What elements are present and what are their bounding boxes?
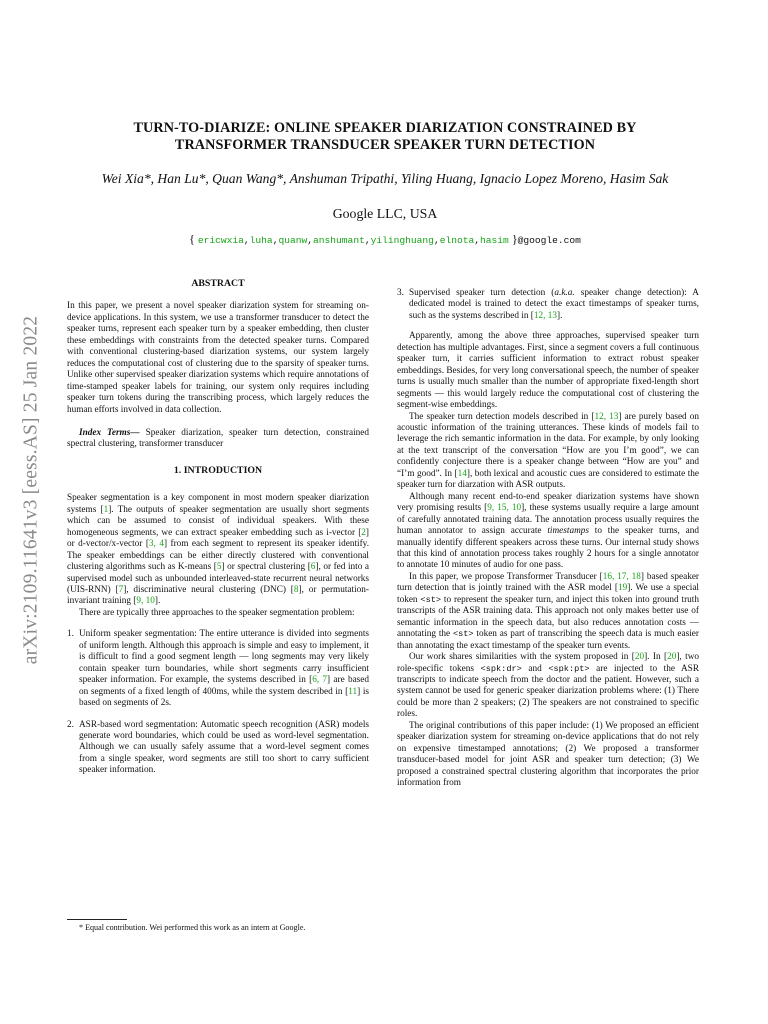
- email-close-brace: }: [508, 232, 518, 246]
- email-open-brace: {: [189, 232, 198, 246]
- email-link[interactable]: quanw: [278, 235, 308, 246]
- email-domain: @google.com: [517, 235, 581, 246]
- role-token: <spk:pt>: [548, 663, 590, 674]
- citation-link[interactable]: 5: [216, 562, 222, 573]
- citation-link[interactable]: 9, 10: [136, 596, 155, 607]
- right-column: [397, 278, 699, 789]
- email-link[interactable]: ericwxia: [197, 235, 244, 246]
- email-link[interactable]: anshumant: [313, 235, 365, 246]
- body-paragraph: In this paper, we propose Transformer Transducer [16, 17, 18] based speaker turn detection that is jointly trained with the ASR model [19]. We use a special token <st> to represent the speaker turn, and inject this token into ground truth transcripts of the ASR training data. This approach not only makes better use of semantic information in the speech data, but also reduces annotation costs — annotating the <st> token as part of transcribing the speech data is much easier than annotating the exact timestamp of the speaker turn events.: [397, 571, 700, 651]
- body-paragraph: The original contributions of this paper include: (1) We proposed an efficient speaker diarization system for streaming on-device applications that do not rely on expensive timestamped annotations; (2) We proposed a transformer transducer-based model for joint ASR and speaker turn detection; (3) We proposed a constrained spectral clustering algorithm that incorporates the prior information from: [397, 720, 699, 789]
- citation-link[interactable]: 14: [457, 468, 467, 479]
- abstract-heading: ABSTRACT: [191, 278, 245, 289]
- speaker-turn-token: <st>: [452, 629, 474, 640]
- index-terms-text: Speaker diarization, speaker turn detection, constrained spectral clustering, transformer transducer: [67, 427, 369, 450]
- citation-link[interactable]: 16, 17, 18: [602, 571, 641, 582]
- email-link[interactable]: hasim: [480, 235, 509, 246]
- citation-link[interactable]: 3, 4: [148, 539, 164, 550]
- citation-link[interactable]: 8: [293, 584, 299, 595]
- email-link[interactable]: yilinghuang: [370, 235, 434, 246]
- body-paragraph: Our work shares similarities with the system proposed in [20]. In [20], two role-specific tokens <spk:dr> and <spk:pt> are injected to the ASR transcripts to indicate speech from the doctor and the patient. However, such a system cannot be used for generic speaker diarization problems where: (1) There could be more than 2 speakers; (2) The speakers are not constrained to specific roles.: [397, 652, 699, 720]
- segmentation-approach-list-continued: [397, 288, 699, 322]
- citation-link[interactable]: 20: [667, 652, 677, 663]
- citation-link[interactable]: 19: [617, 583, 628, 594]
- list-item-number: 2.: [67, 719, 74, 730]
- citation-link[interactable]: 11: [348, 686, 358, 697]
- title-line-1: TURN-TO-DIARIZE: ONLINE SPEAKER DIARIZATION CONSTRAINED BY: [133, 120, 637, 136]
- footnote: * Equal contribution. Wei performed this work as an intern at Google.: [79, 923, 306, 932]
- citation-link[interactable]: 12, 13: [594, 411, 619, 422]
- index-terms: [67, 428, 369, 451]
- citation-link[interactable]: 6: [310, 562, 316, 573]
- intro-paragraph-1: Speaker segmentation is a key component in most modern speaker diarization systems [1]. The outputs of speaker segmentation are usually short segments which can be assumed to consist of individual speakers. With these homogeneous segments, we can extract speaker embedding such as i-vector [2] or d-vector/x-vector [3, 4] from each segment to represent its speaker identify. The speaker embeddings can be either directly clustered with conventional clustering algorithms such as K-means [5] or spectral clustering [6], or fed into a supervised model such as unbounded interleaved-state recurrent neural networks (UIS-RNN) [7], discriminative neural clustering (DNC) [8], or permutation-invariant training [9, 10].: [67, 493, 370, 607]
- citation-link[interactable]: 2: [361, 527, 366, 538]
- citation-link[interactable]: 6, 7: [312, 675, 328, 686]
- arxiv-identifier-text: arXiv:2109.11641v3 [eess.AS] 25 Jan 2022: [20, 315, 41, 665]
- title-line-2: TRANSFORMER TRANSDUCER SPEAKER TURN DETECTION: [174, 137, 596, 153]
- arxiv-identifier-stamp: [14, 270, 48, 710]
- body-paragraph: Apparently, among the above three approaches, supervised speaker turn detection has multiple advantages. First, since a segment covers a full continuous speaker turn, it carries sufficient information to extract robust speaker embeddings. Besides, for very long conversational speech, the number of speaker turns is usually much smaller than the number of appropriate fixed-length short segments — this would largely reduce the computational cost of clustering the segment-wise embeddings.: [397, 331, 699, 411]
- introduction-heading: 1. INTRODUCTION: [173, 464, 263, 476]
- index-terms-label: Index Terms—: [79, 427, 140, 438]
- list-item-number: 1.: [67, 629, 74, 640]
- citation-link[interactable]: 1: [103, 504, 109, 515]
- abstract-text: In this paper, we present a novel speaker diarization system for streaming on-device applications. In this system, we use a transformer transducer to detect the speaker turns, represent each speaker turn by a speaker embedding, then cluster these embeddings with constraints from the detected speaker turns. Compared with conventional clustering-based diarization systems, our system largely reduces the computational cost of clustering due to the sparsity of speaker turns. Unlike other supervised speaker diarization systems which require annotations of time-stamped speaker labels for training, our system only requires including speaker turn tokens during the transcribing process, which largely reduces the human efforts involved in data collection.: [67, 301, 369, 415]
- intro-paragraph-2: There are typically three approaches to the speaker segmentation problem:: [79, 607, 355, 618]
- list-item: 3. Supervised speaker turn detection (a.k.a. speaker change detection): A dedicated model is trained to detect the exact timestamps of speaker turns, such as the systems described in [12, 13].: [397, 288, 699, 321]
- author-list: Wei Xia*, Han Lu*, Quan Wang*, Anshuman Tripathi, Yiling Huang, Ignacio Lopez Moreno, Hasim Sak: [101, 171, 669, 186]
- email-link[interactable]: elnota: [439, 235, 475, 246]
- paper-title: [70, 120, 700, 154]
- citation-link[interactable]: 9, 15, 10: [487, 503, 522, 514]
- left-column: [67, 278, 369, 777]
- speaker-turn-token: <st>: [420, 594, 442, 605]
- citation-link[interactable]: 20: [634, 652, 645, 663]
- affiliation: Google LLC, USA: [332, 206, 438, 221]
- citation-link[interactable]: 7: [118, 584, 124, 595]
- list-item: 2. ASR-based word segmentation: Automatic speech recognition (ASR) models generate word boundaries, which could be used as word-level segmentation. Although we can usually safely assume that a word-level segment comes from a single speaker, word segments are still too short to carry sufficient speaker information.: [67, 719, 369, 776]
- citation-link[interactable]: 12, 13: [533, 310, 557, 321]
- body-paragraph: Although many recent end-to-end speaker diarization systems have shown very promising results [9, 15, 10], these systems usually require a large amount of carefully annotated training data. The annotation process usually requires the human annotator to assign accurate timestamps to the speaker turns, and manually identify different speakers across these turns. Our internal study shows that this kind of annotation process takes roughly 2 hours for a single annotator to annotate 10 minutes of audio for one pass.: [397, 491, 700, 571]
- email-list: { ericwxia,luha,quanw,anshumant,yilinghuang,elnota,hasim }@google.com: [189, 232, 581, 246]
- body-paragraph: The speaker turn detection models described in [12, 13] are purely based on acoustic information of the training utterances. These kinds of models fail to leverage the rich semantic information in the data. For example, by only looking at the text transcript of the conversation “How are you I’m good”, we can confidently conjecture there is a speaker change between “How are you” and “I’m good”. In [14], both lexical and acoustic cues are considered to estimate the speaker turn for diarzation with ASR outputs.: [397, 411, 700, 491]
- footnote-divider: [67, 919, 127, 920]
- role-token: <spk:dr>: [480, 663, 522, 674]
- email-link[interactable]: luha: [249, 235, 273, 246]
- list-item-number: 3.: [397, 288, 404, 298]
- segmentation-approach-list: [67, 629, 369, 776]
- list-item: 1. Uniform speaker segmentation: The entire utterance is divided into segments of uniform length. Although this approach is simple and easy to implement, it is difficult to find a good segment length — long segments may very likely contain speaker turn boundaries, while short segments carry insufficient speaker information. For example, the systems described in [6, 7] are based on segments of a fixed length of 400ms, while the system described in [11] is based on segments of 2s.: [67, 629, 370, 709]
